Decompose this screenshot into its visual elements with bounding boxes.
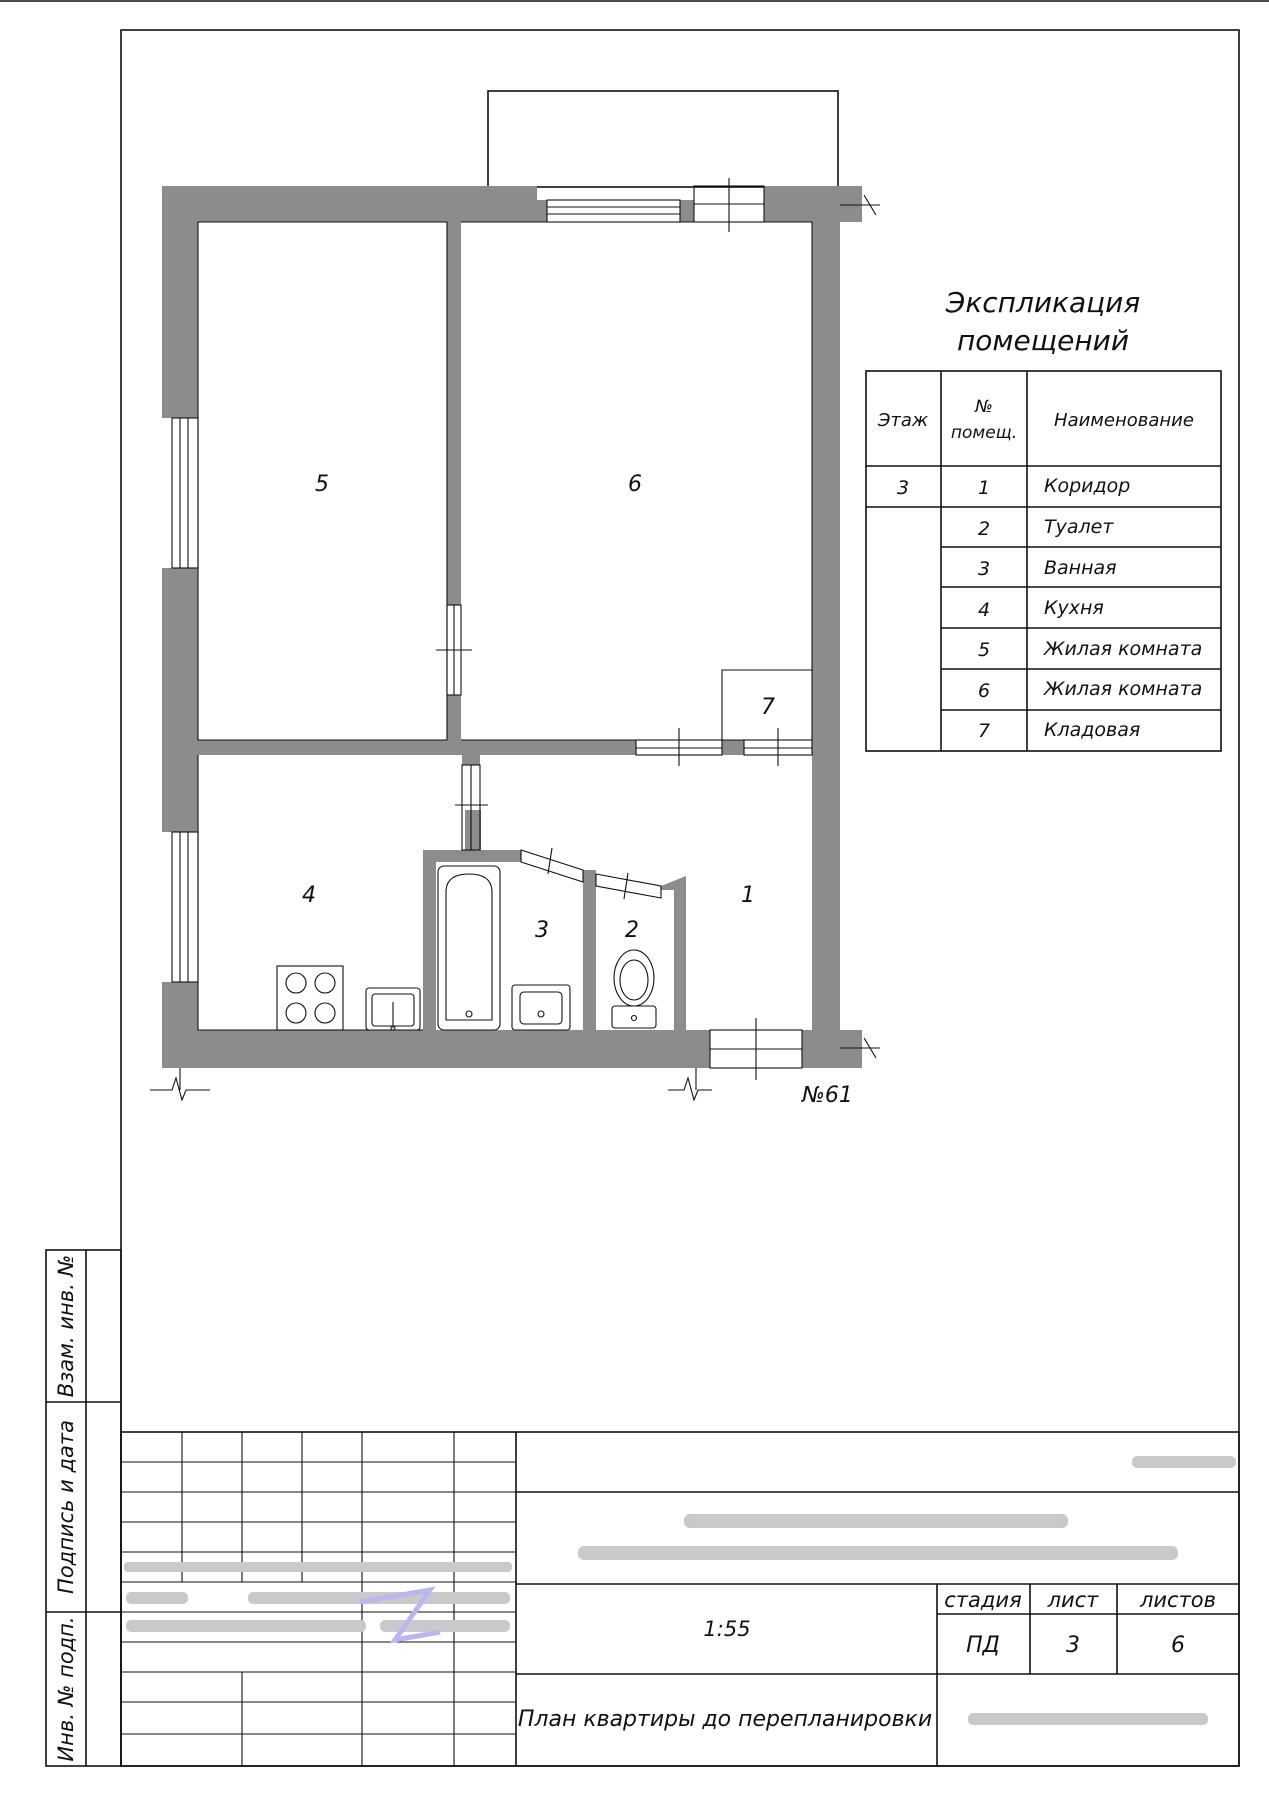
row-3-name: Ванная — [1044, 557, 1117, 579]
washbasin-icon — [512, 985, 570, 1030]
row-1-floor: 3 — [896, 477, 910, 499]
row-4-num: 4 — [977, 599, 991, 621]
drawing-title: План квартиры до перепланировки — [517, 1707, 933, 1732]
scale-value: 1:55 — [703, 1617, 751, 1641]
sheet-value: 3 — [1066, 1633, 1080, 1658]
row-2-num: 2 — [977, 518, 991, 540]
title-block — [121, 1432, 1239, 1766]
balcony — [488, 91, 838, 187]
sheets-value: 6 — [1171, 1633, 1185, 1658]
stage-value: ПД — [966, 1633, 1000, 1658]
room-label-7: 7 — [761, 695, 775, 720]
explication-title-line2: помещений — [956, 324, 1130, 357]
row-2-name: Туалет — [1044, 516, 1114, 538]
toilet-icon — [612, 950, 656, 1028]
side-stamp-inv: Инв. № подп. — [54, 1616, 78, 1762]
stove-icon — [277, 966, 343, 1030]
side-stamp-podpis: Подпись и дата — [54, 1420, 78, 1594]
row-5-name: Жилая комната — [1044, 638, 1203, 660]
row-6-num: 6 — [977, 680, 991, 702]
room-label-5: 5 — [315, 472, 329, 497]
explication-title-line1: Экспликация — [945, 286, 1141, 319]
explication-table — [866, 286, 1221, 751]
header-num-line1: № — [975, 397, 993, 417]
row-3-num: 3 — [977, 558, 991, 580]
room-label-3: 3 — [535, 918, 549, 943]
stage-label: стадия — [944, 1588, 1022, 1612]
header-floor: Этаж — [877, 410, 929, 431]
bathtub-icon — [438, 866, 500, 1030]
apartment-number: №61 — [802, 1083, 853, 1108]
row-1-name: Коридор — [1044, 475, 1131, 497]
row-6-name: Жилая комната — [1044, 678, 1203, 700]
room-label-6: 6 — [628, 472, 642, 497]
kitchen-sink-icon — [366, 988, 420, 1030]
row-5-num: 5 — [977, 639, 991, 661]
room-label-4: 4 — [302, 883, 316, 908]
side-stamp — [46, 1250, 121, 1766]
walls — [162, 186, 862, 1068]
room-label-2: 2 — [625, 918, 639, 943]
room-label-1: 1 — [741, 883, 755, 908]
floor-plan — [150, 91, 880, 1108]
sheet-label: лист — [1047, 1588, 1099, 1612]
row-7-name: Кладовая — [1044, 719, 1141, 741]
row-1-num: 1 — [977, 477, 991, 499]
header-num-line2: помещ. — [950, 423, 1018, 443]
header-name: Наименование — [1054, 410, 1194, 431]
side-stamp-vzam: Взам. инв. № — [54, 1254, 78, 1398]
row-7-num: 7 — [977, 720, 991, 742]
row-4-name: Кухня — [1044, 597, 1104, 619]
sheets-label: листов — [1139, 1588, 1217, 1612]
